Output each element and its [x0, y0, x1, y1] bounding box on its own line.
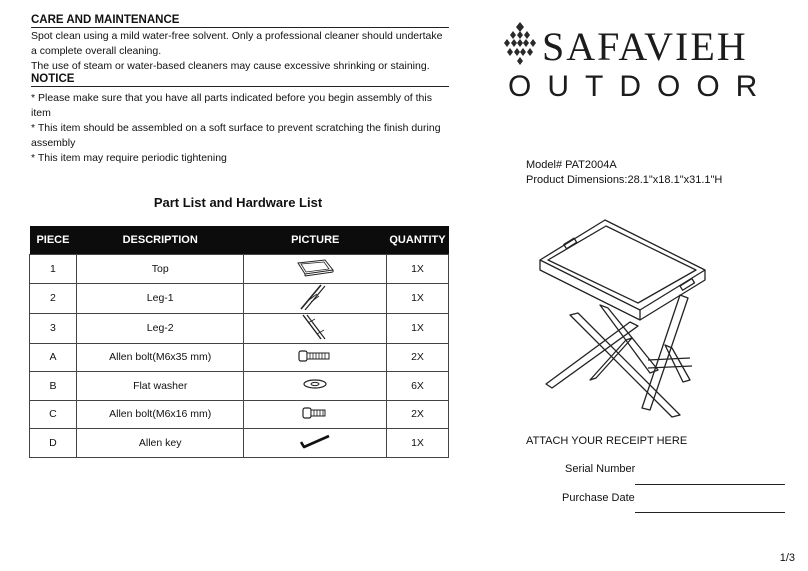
long-bolt-icon [297, 349, 333, 363]
leg-1-icon [295, 284, 335, 310]
picture-cell [244, 372, 387, 401]
parts-list-title: Part List and Hardware List [153, 195, 323, 210]
piece-cell: 2 [30, 283, 77, 313]
picture-cell [244, 313, 387, 343]
product-info [526, 158, 722, 188]
page-number: 1/3 [779, 552, 795, 564]
care-line-1: Spot clean using a mild water-free solvent. Only a professional cleaner should undertake a complete overall cleaning. [31, 30, 443, 57]
quantity-cell: 1X [387, 283, 449, 313]
picture-cell [244, 255, 387, 284]
piece-cell: 1 [30, 255, 77, 284]
quantity-cell: 2X [387, 400, 449, 429]
quantity-cell: 1X [387, 313, 449, 343]
piece-cell: C [30, 400, 77, 429]
care-text [31, 29, 451, 74]
notice-text [31, 91, 451, 166]
tray-top-icon [295, 257, 335, 277]
receipt-title: ATTACH YOUR RECEIPT HERE [526, 435, 688, 447]
logo-diamond-pattern-icon [504, 22, 536, 65]
description-cell: Allen bolt(M6x35 mm) [76, 343, 244, 372]
table-row [30, 313, 449, 343]
table-row [30, 283, 449, 313]
description-cell: Flat washer [76, 372, 244, 401]
quantity-cell: 2X [387, 343, 449, 372]
parts-header-row [30, 226, 449, 255]
quantity-cell: 6X [387, 372, 449, 401]
description-cell: Leg-1 [76, 283, 244, 313]
header-picture: PICTURE [244, 226, 387, 255]
allen-key-icon [297, 432, 333, 450]
notice-title: NOTICE [31, 73, 449, 87]
table-row [30, 255, 449, 284]
product-dimensions: Product Dimensions:28.1"x18.1"x31.1"H [526, 174, 723, 186]
tray-table-illustration [530, 210, 720, 420]
safavieh-logo-graphic [498, 20, 780, 106]
picture-cell [244, 400, 387, 429]
picture-cell [244, 343, 387, 372]
care-title: CARE AND MAINTENANCE [31, 14, 449, 28]
table-row [30, 372, 449, 401]
table-row [30, 429, 449, 458]
parts-table [29, 226, 449, 458]
header-description: DESCRIPTION [76, 226, 244, 255]
picture-cell [244, 283, 387, 313]
serial-number-label: Serial Number [565, 463, 636, 475]
care-line-2: The use of steam or water-based cleaners may cause excessive shrinking or staining. [31, 60, 430, 72]
description-cell: Allen key [76, 429, 244, 458]
header-piece: PIECE [30, 226, 77, 255]
quantity-cell: 1X [387, 255, 449, 284]
picture-cell [244, 429, 387, 458]
notice-line-3: * This item may require periodic tightening [31, 152, 227, 164]
purchase-date-label: Purchase Date [562, 492, 635, 504]
model-number: Model# PAT2004A [526, 159, 617, 171]
short-bolt-icon [300, 406, 330, 420]
piece-cell: B [30, 372, 77, 401]
serial-number-field[interactable] [635, 484, 785, 485]
piece-cell: A [30, 343, 77, 372]
safavieh-outdoor-logo [498, 20, 780, 106]
header-quantity: QUANTITY [387, 226, 449, 255]
notice-line-1: * Please make sure that you have all parts indicated before you begin assembly of this item [31, 92, 432, 119]
table-row [30, 400, 449, 429]
notice-line-2: * This item should be assembled on a soft surface to prevent scratching the finish during assembly [31, 122, 441, 149]
description-cell: Allen bolt(M6x16 mm) [76, 400, 244, 429]
leg-2-icon [295, 314, 335, 340]
table-row [30, 343, 449, 372]
quantity-cell: 1X [387, 429, 449, 458]
washer-icon [300, 378, 330, 390]
brand-sub: OUTDOOR [508, 70, 774, 103]
piece-cell: 3 [30, 313, 77, 343]
description-cell: Top [76, 255, 244, 284]
brand-name: SAFAVIEH [542, 24, 748, 69]
piece-cell: D [30, 429, 77, 458]
purchase-date-field[interactable] [635, 512, 785, 513]
description-cell: Leg-2 [76, 313, 244, 343]
